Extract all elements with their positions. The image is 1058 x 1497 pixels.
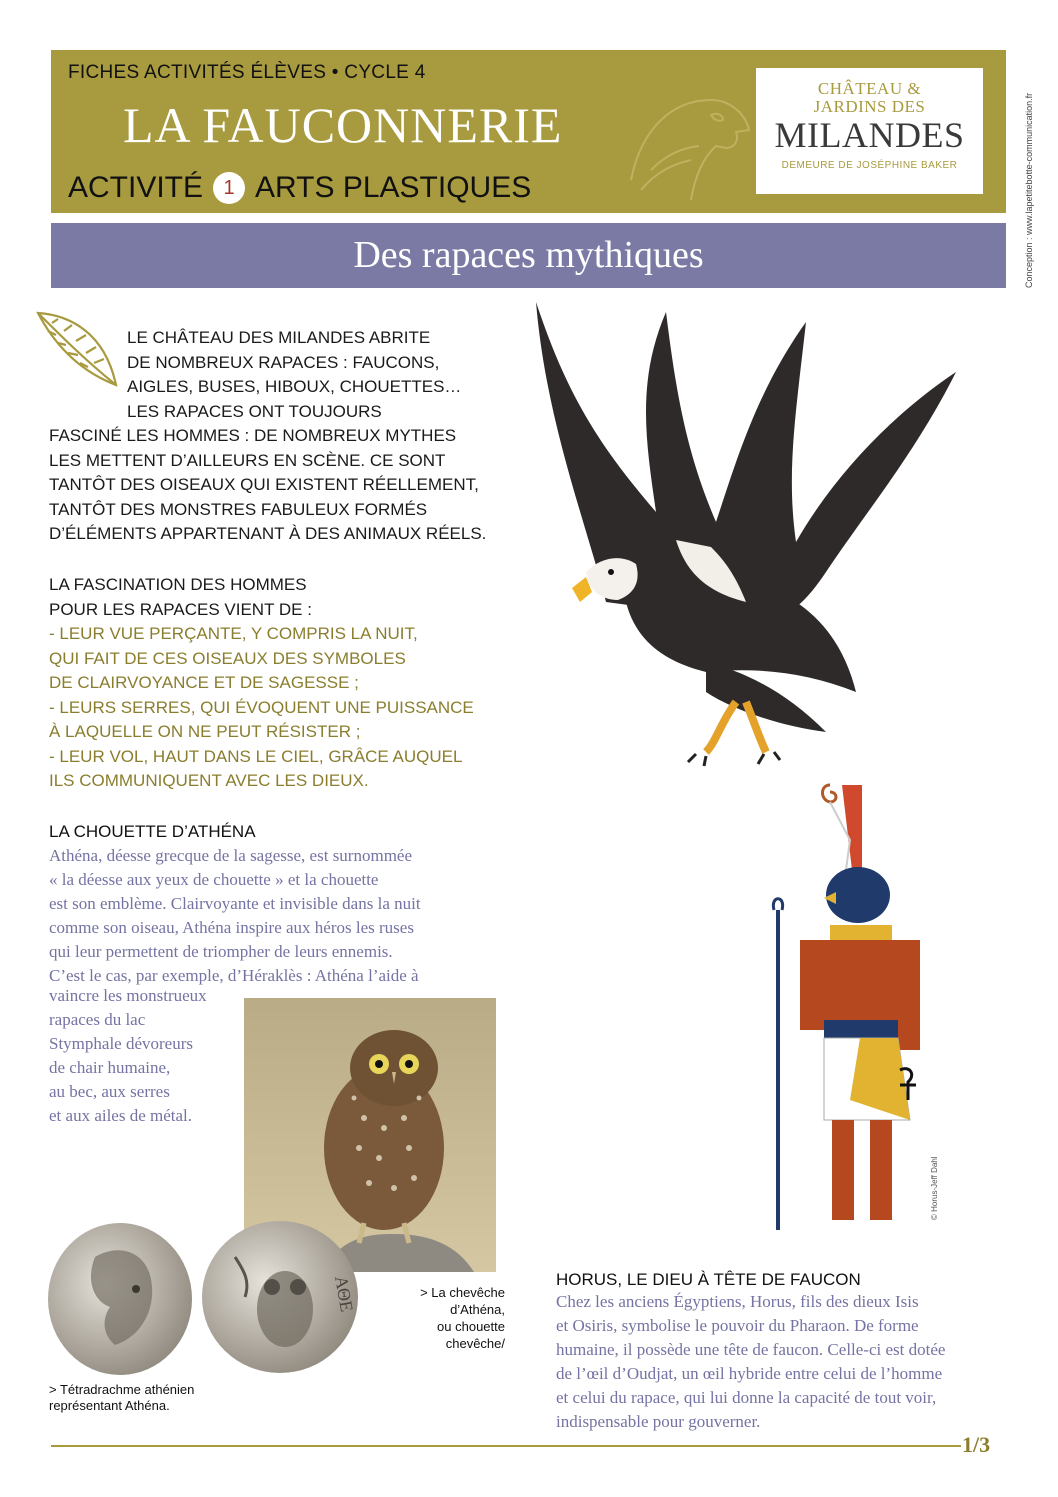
horus-illustration <box>750 780 930 1240</box>
chouette-wrap-line: et aux ailes de métal. <box>49 1106 193 1125</box>
tetradrachm-coins <box>40 1217 365 1377</box>
coin-caption-line: représentant Athéna. <box>49 1398 170 1413</box>
intro-line: TANTÔT DES OISEAUX QUI EXISTENT RÉELLEMENT, <box>49 475 479 494</box>
side-credit <box>1012 48 1034 288</box>
chouette-heading: LA CHOUETTE D’ATHÉNA <box>49 822 256 841</box>
horus-line: Chez les anciens Égyptiens, Horus, fils des dieux Isis <box>556 1292 919 1311</box>
fascination-item: ILS COMMUNIQUENT AVEC LES DIEUX. <box>49 771 369 790</box>
fascination-lead: LA FASCINATION DES HOMMES <box>49 575 307 594</box>
owl-caption <box>380 1284 505 1352</box>
svg-text:ΑΘΕ: ΑΘΕ <box>331 1274 358 1314</box>
chouette-wrap-line: rapaces du lac <box>49 1010 146 1029</box>
logo-line1: CHÂTEAU & <box>817 79 922 98</box>
owl-caption-line: > La chevêche <box>420 1285 505 1300</box>
activity-line <box>68 171 531 205</box>
side-credit-text: Conception : www.lapetitebotte-communication.fr <box>1024 92 1034 288</box>
horus-line: et celui du rapace, qui lui donne la capacité de tout voir, <box>556 1388 937 1407</box>
horus-line: de l’œil d’Oudjat, un œil hybride entre celui de l’homme <box>556 1364 943 1383</box>
horus-credit-text: © Horus-Jeff Dahl <box>930 1156 939 1220</box>
intro-line: LES RAPACES ONT TOUJOURS <box>127 401 382 421</box>
intro-line: LES METTENT D’AILLEURS EN SCÈNE. CE SONT <box>49 450 446 470</box>
footer-divider <box>51 1445 961 1447</box>
header-kicker: FICHES ACTIVITÉS ÉLÈVES • CYCLE 4 <box>68 62 426 83</box>
chouette-line: qui leur permettent de triompher de leurs ennemis. <box>49 942 393 961</box>
page-title: LA FAUCONNERIE <box>123 97 563 153</box>
horus-heading: HORUS, LE DIEU À TÊTE DE FAUCON <box>556 1270 861 1289</box>
horus-text-body <box>556 1290 1016 1434</box>
banner-title: Des rapaces mythiques <box>353 234 704 276</box>
activity-subject: ARTS PLASTIQUES <box>255 171 532 204</box>
fascination-item: QUI FAIT DE CES OISEAUX DES SYMBOLES <box>49 648 406 668</box>
falcon-head-watermark-icon <box>611 60 761 210</box>
chateau-logo <box>756 68 983 194</box>
logo-line2: JARDINS DES <box>813 97 926 116</box>
chouette-wrap-line: de chair humaine, <box>49 1058 171 1077</box>
chouette-text <box>49 844 509 988</box>
intro-line: FASCINÉ LES HOMMES : DE NOMBREUX MYTHES <box>49 426 457 445</box>
activity-prefix: ACTIVITÉ <box>68 171 204 204</box>
horus-credit <box>922 1140 939 1220</box>
horus-section <box>556 1270 1016 1434</box>
chouette-wrap-line: au bec, aux serres <box>49 1082 170 1101</box>
owl-caption-line: ou chouette <box>437 1319 505 1334</box>
coin-caption <box>49 1382 279 1414</box>
fascination-item: À LAQUELLE ON NE PEUT RÉSISTER ; <box>49 722 361 741</box>
coin-caption-line: > Tétradrachme athénien <box>49 1382 195 1397</box>
owl-caption-line: d’Athéna, <box>450 1302 505 1317</box>
intro-paragraph <box>49 326 539 547</box>
header-band <box>51 50 1006 213</box>
horus-line: indispensable pour gouverner. <box>556 1412 761 1431</box>
chouette-wrap-text <box>49 984 244 1128</box>
fascination-item: - LEUR VUE PERÇANTE, Y COMPRIS LA NUIT, <box>49 624 418 643</box>
eagle-illustration <box>506 272 966 806</box>
chouette-wrap-line: vaincre les monstrueux <box>49 986 207 1005</box>
fascination-item: DE CLAIRVOYANCE ET DE SAGESSE ; <box>49 673 359 692</box>
intro-line: AIGLES, BUSES, HIBOUX, CHOUETTES… <box>127 377 462 396</box>
horus-line: et Osiris, symbolise le pouvoir du Pharaon. De forme <box>556 1316 919 1335</box>
logo-main: MILANDES <box>774 115 965 155</box>
fascination-item: - LEUR VOL, HAUT DANS LE CIEL, GRÂCE AUQUEL <box>49 746 463 766</box>
chouette-line: Athéna, déesse grecque de la sagesse, est surnommée <box>49 846 413 865</box>
activity-number-badge: 1 <box>213 172 245 204</box>
fascination-item: - LEURS SERRES, QUI ÉVOQUENT UNE PUISSANCE <box>49 697 474 717</box>
chouette-line: est son emblème. Clairvoyante et invisible dans la nuit <box>49 894 421 913</box>
horus-line: humaine, il possède une tête de faucon. Celle-ci est dotée <box>556 1340 946 1359</box>
logo-sub: DEMEURE DE JOSÉPHINE BAKER <box>781 160 958 171</box>
intro-line: DE NOMBREUX RAPACES : FAUCONS, <box>127 352 440 372</box>
fascination-block <box>49 573 539 794</box>
intro-line: D’ÉLÉMENTS APPARTENANT À DES ANIMAUX RÉELS. <box>49 524 487 543</box>
chouette-line: comme son oiseau, Athéna inspire aux héros les ruses <box>49 918 414 937</box>
chouette-line: C’est le cas, par exemple, d’Héraklès : Athéna l’aide à <box>49 966 419 985</box>
intro-line: TANTÔT DES MONSTRES FABULEUX FORMÉS <box>49 499 428 519</box>
chouette-section <box>49 822 509 988</box>
fascination-lead: POUR LES RAPACES VIENT DE : <box>49 599 312 619</box>
chouette-line: « la déesse aux yeux de chouette » et la chouette <box>49 870 379 889</box>
page-number: 1/3 <box>962 1432 991 1457</box>
chouette-wrap-line: Stymphale dévoreurs <box>49 1034 193 1053</box>
intro-line: LE CHÂTEAU DES MILANDES ABRITE <box>127 328 431 347</box>
owl-caption-line: chevêche/ <box>445 1336 505 1351</box>
